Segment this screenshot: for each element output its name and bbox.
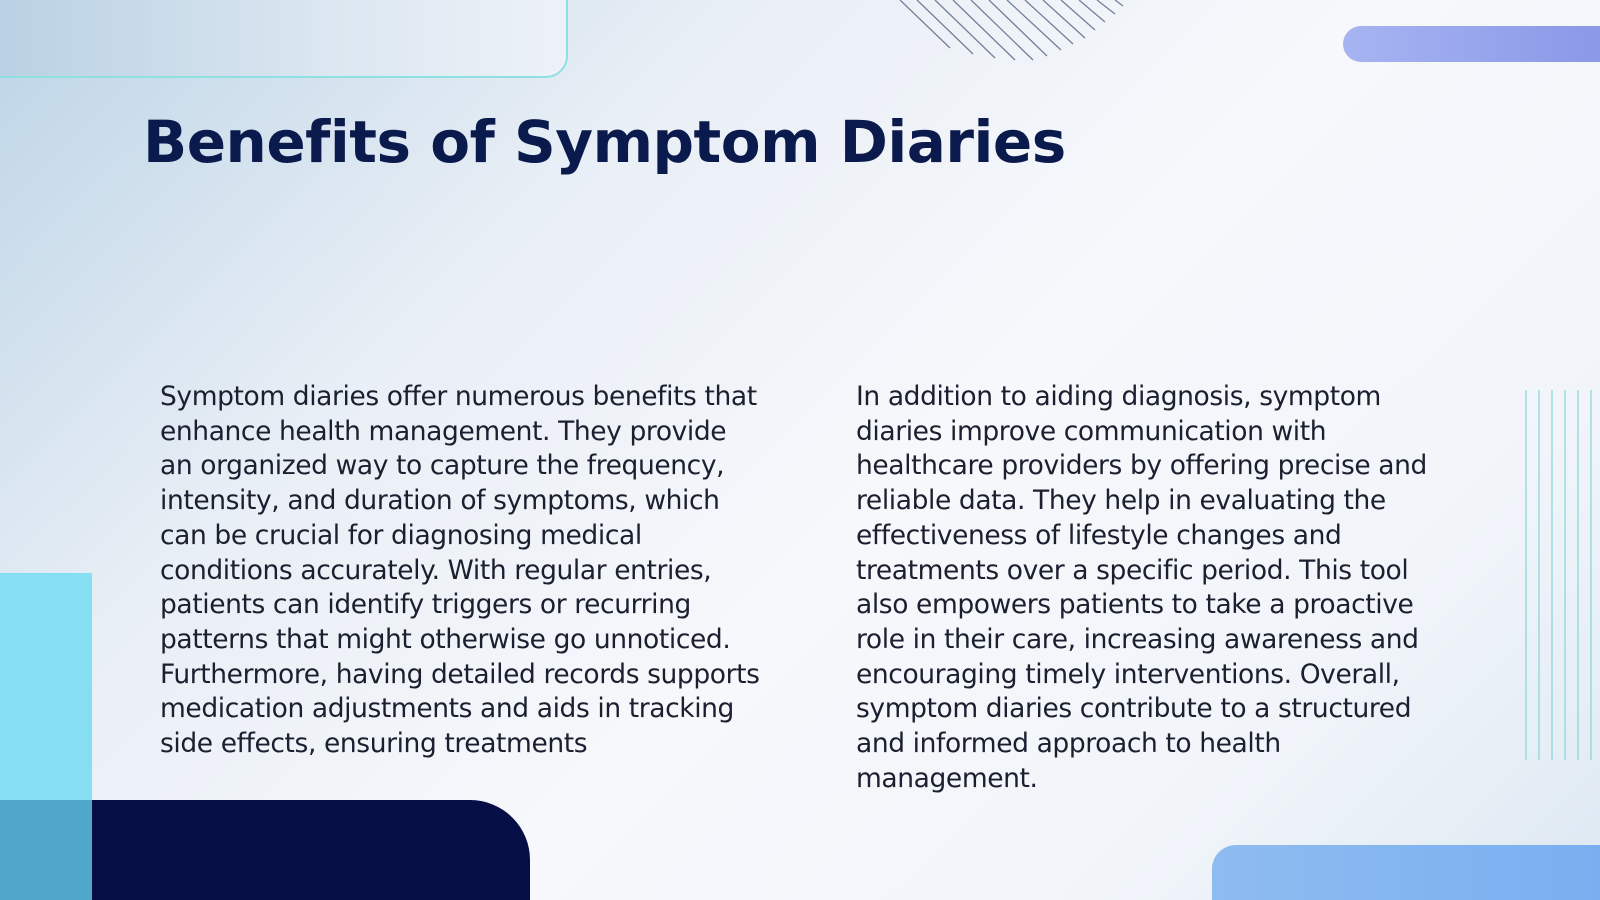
bottom-right-accent-block <box>1212 845 1600 900</box>
top-left-decorative-panel <box>0 0 568 78</box>
right-body-paragraph: In addition to aiding diagnosis, symptom diaries improve communication with healthcare providers by offering precise and reliable data. They help in evaluating the effectiveness of lifestyle changes and treatments over a specific period. This tool also empowers patients to take a proactive role in their care, increasing awareness and encouraging timely interventions. Overall, symptom diaries contribute to a structured and informed approach to health management. <box>856 381 1427 794</box>
diagonal-lines-decoration <box>895 0 1145 64</box>
top-right-accent-pill <box>1343 26 1600 62</box>
slide-title: Benefits of Symptom Diaries <box>143 108 1066 176</box>
cyan-decorative-block <box>0 573 92 803</box>
navy-decorative-block <box>92 800 530 900</box>
teal-decorative-block <box>0 800 92 900</box>
left-body-paragraph: Symptom diaries offer numerous benefits that enhance health management. They provide an organized way to capture the frequency, intensity, and duration of symptoms, which can be crucial for diagnosing medical conditions accurately. With regular entries, patients can identify triggers or recurring patterns that might otherwise go unnoticed. Furthermore, having detailed records supports medication adjustments and aids in tracking side effects, ensuring treatments <box>160 381 760 760</box>
vertical-lines-decoration <box>1522 390 1600 760</box>
